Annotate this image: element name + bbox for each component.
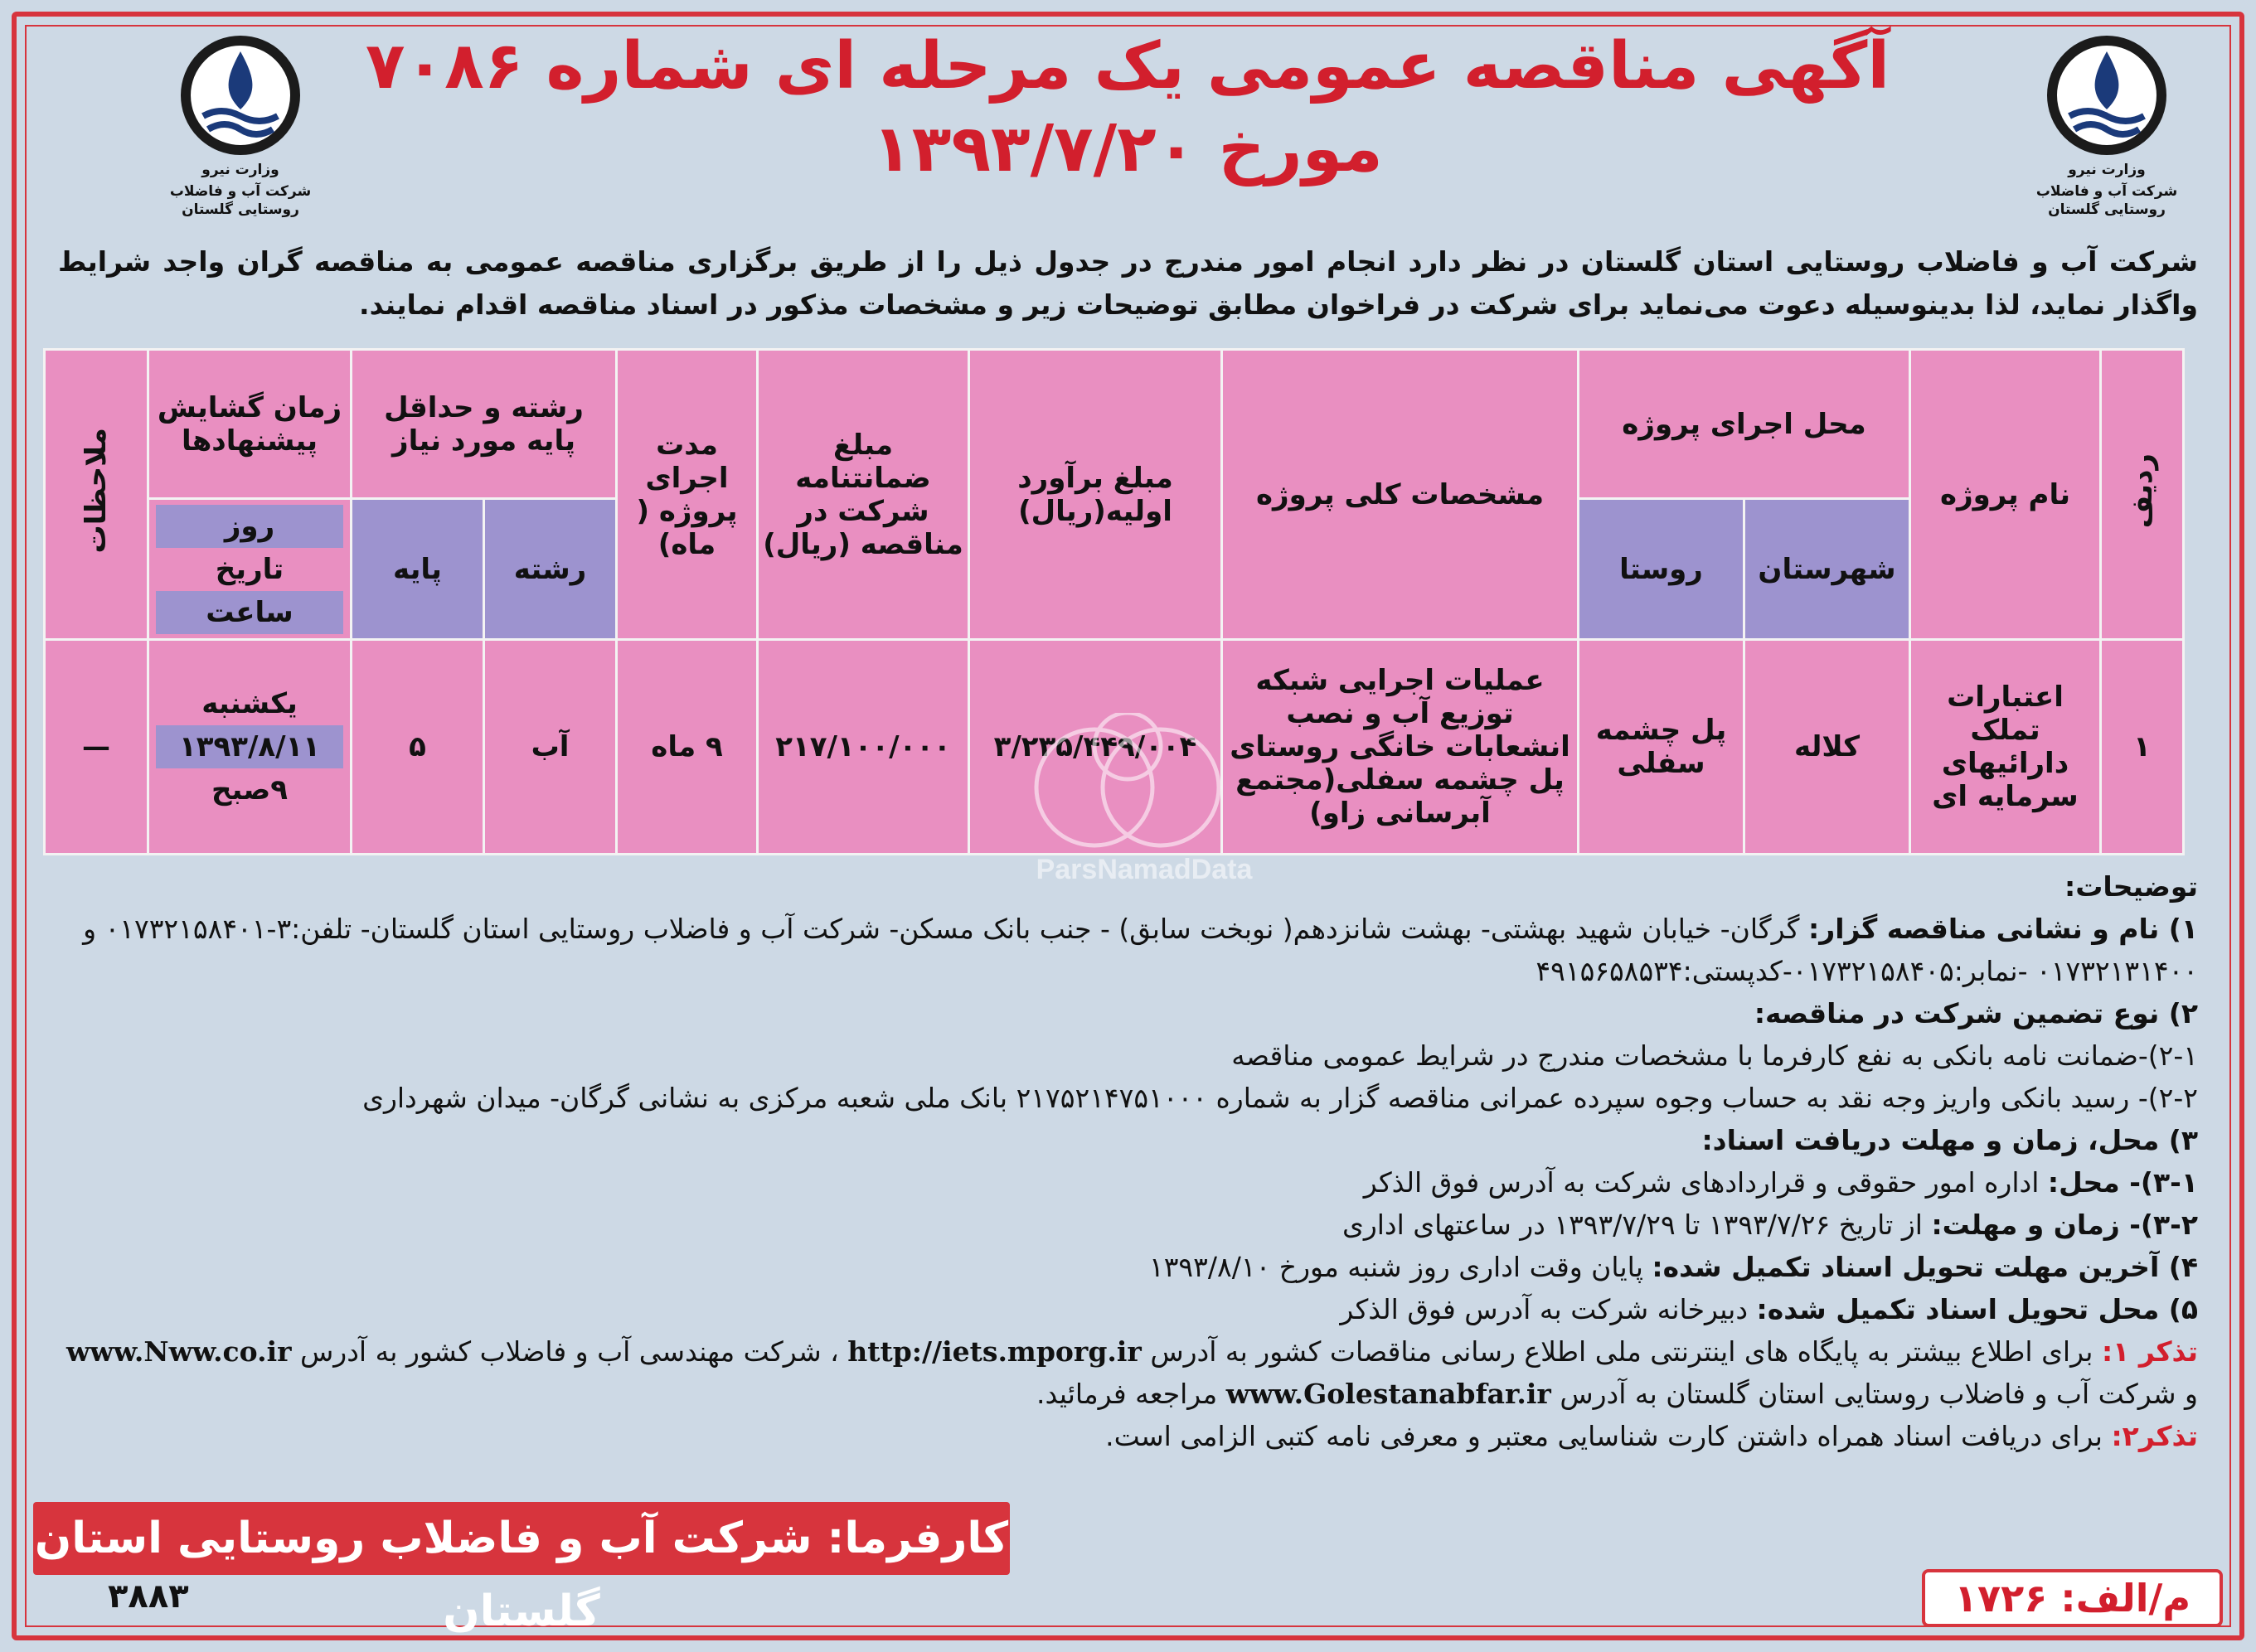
note-1: ۱) نام و نشانی مناقصه گزار: گرگان- خیابان شهید بهشتی- بهشت شانزدهم( نوبخت سابق) - جنب بانک مسکن- شرکت آب و فاضلاب روستایی استان گلستان- تلفن:۳-۰۱۷۳۲۱۵۸۴۰۱ و ۰۱۷۳۲۱۳۱۴۰۰ -نمابر:۰۱۷۳۲۱۵۸۴۰۵-کدپستی:۴۹۱۵۶۵۸۵۳۴ <box>83 913 2198 987</box>
note-3-1: ۳-۱)- محل: اداره امور حقوقی و قراردادهای شرکت به آدرس فوق الذکر <box>1363 1166 2198 1199</box>
link-nww[interactable]: www.Nww.co.ir <box>66 1335 292 1368</box>
logo-ministry-text: وزارت نیرو <box>2068 162 2146 178</box>
logo-company-text: شرکت آب و فاضلاب روستایی گلستان <box>169 183 312 218</box>
cell-opening <box>148 640 352 855</box>
notes-heading: توضیحات: <box>2064 870 2198 903</box>
water-company-logo-icon <box>178 33 303 157</box>
title-line-1: آگهی مناقصه عمومی یک مرحله ای شماره ۷۰۸۶ <box>365 29 1890 104</box>
header-day: روز <box>156 505 343 548</box>
note-5: ۵) محل تحویل اسناد تکمیل شده: دبیرخانه شرکت به آدرس فوق الذکر <box>1340 1293 2198 1325</box>
header-duration: مدت اجرای پروژه ( ماه) <box>617 350 758 640</box>
page-number: ۳۸۸۳ <box>108 1577 189 1616</box>
header-field: رشته <box>484 499 617 640</box>
cell-estimate: ۳/۲۳۵/۴۴۹/۰۰۴ <box>969 640 1222 855</box>
logo-ministry-text: وزارت نیرو <box>201 162 279 178</box>
header-remarks: ملاحظات <box>45 350 148 640</box>
intro-paragraph: شرکت آب و فاضلاب روستایی استان گلستان در نظر دارد انجام امور مندرج در جدول ذیل را از طریق برگزاری مناقصه عمومی به مناقصه گران واجد شرایط واگذار نماید، لذا بدینوسیله دعوت می‌نماید برای شرکت در فراخوان مطابق توضیحات زیر و مشخصات مذکور در اسناد مناقصه اقدام نمایند. <box>58 245 2198 321</box>
header-estimate: مبلغ برآورد اولیه(ریال) <box>969 350 1222 640</box>
cell-day: یکشنبه <box>201 687 298 720</box>
header-guarantee: مبلغ ضمانتنامه شرکت در مناقصه (ریال) <box>758 350 969 640</box>
header-grade: پایه <box>352 499 484 640</box>
note-3-2: ۳-۲)- زمان و مهلت: از تاریخ ۱۳۹۳/۷/۲۶ تا ۱۳۹۳/۷/۲۹ در ساعتهای اداری <box>1342 1209 2198 1241</box>
cell-specs: عملیات اجرایی شبکه توزیع آب و نصب انشعابات خانگی روستای پل چشمه سفلی(مجتمع آبرسانی زاو) <box>1222 640 1579 855</box>
cell-village: پل چشمه سفلی <box>1579 640 1744 855</box>
logo-right <box>2007 33 2206 224</box>
header-county: شهرستان <box>1744 499 1910 640</box>
cell-grade: ۵ <box>352 640 484 855</box>
reminder-1: تذکر ۱: برای اطلاع بیشتر به پایگاه های اینترنتی ملی اطلاع رسانی مناقصات کشور به آدرس http://iets.mporg.ir ، شرکت مهندسی آب و فاضلاب کشور به آدرس www.Nww.co.ir و شرکت آب و فاضلاب روستایی استان گلستان به آدرس www.Golestanabfar.ir مراجعه فرمائید. <box>66 1335 2198 1410</box>
note-3: ۳) محل، زمان و مهلت دریافت اسناد: <box>1701 1124 2198 1156</box>
reminder-2: تذکر۲: برای دریافت اسناد همراه داشتن کارت شناسایی معتبر و معرفی نامه کتبی الزامی است. <box>1105 1420 2198 1452</box>
cell-index: ۱ <box>2101 640 2184 855</box>
cell-duration: ۹ ماه <box>617 640 758 855</box>
watermark-text: ParsNamadData <box>1036 854 1253 885</box>
cell-remarks: — <box>45 640 148 855</box>
note-2-2: ۲-۲)- رسید بانکی واریز وجه نقد به حساب وجوه سپرده عمرانی مناقصه گزار به شماره ۲۱۷۵۲۱۴۷۵۱۰۰۰ بانک ملی شعبه مرکزی به نشانی گرگان- میدان شهرداری <box>362 1082 2198 1114</box>
page-title <box>332 25 1924 191</box>
note-2: ۲) نوع تضمین شرکت در مناقصه: <box>1754 997 2198 1029</box>
water-company-logo-icon <box>2045 33 2169 157</box>
header-row-index: ردیف <box>2101 350 2184 640</box>
header-date: تاریخ <box>215 552 284 586</box>
header-project-name: نام پروژه <box>1910 350 2101 640</box>
header-field-grade: رشته و حداقل پایه مورد نیاز <box>352 350 617 499</box>
cell-county: کلاله <box>1744 640 1910 855</box>
ad-code: م/الف: ۱۷۲۶ <box>1922 1569 2223 1627</box>
note-2-1: ۲-۱)-ضمانت نامه بانکی به نفع کارفرما با مشخصات مندرج در شرایط عمومی مناقصه <box>1231 1039 2198 1072</box>
header-hour: ساعت <box>156 591 343 634</box>
link-iets[interactable]: http://iets.mporg.ir <box>847 1335 1142 1368</box>
cell-project-name: اعتبارات تملک دارائیهای سرمایه ای <box>1910 640 2101 855</box>
notes-section <box>58 865 2198 1457</box>
header-village: روستا <box>1579 499 1744 640</box>
cell-guarantee: ۲۱۷/۱۰۰/۰۰۰ <box>758 640 969 855</box>
title-line-2: مورخ ۱۳۹۳/۷/۲۰ <box>872 112 1383 187</box>
header-opening: زمان گشایش پیشنهادها <box>148 350 352 499</box>
header-specs: مشخصات کلی پروژه <box>1222 350 1579 640</box>
employer-banner: کارفرما: شرکت آب و فاضلاب روستایی استان گلستان <box>33 1502 1010 1575</box>
header-opening-parts <box>148 499 352 640</box>
cell-hour: ۹صبح <box>211 773 288 807</box>
cell-field: آب <box>484 640 617 855</box>
logo-left <box>141 33 340 224</box>
header-location: محل اجرای پروژه <box>1579 350 1910 499</box>
logo-company-text: شرکت آب و فاضلاب روستایی گلستان <box>2035 183 2178 218</box>
cell-date: ۱۳۹۳/۸/۱۱ <box>156 725 343 768</box>
note-4: ۴) آخرین مهلت تحویل اسناد تکمیل شده: پایان وقت اداری روز شنبه مورخ ۱۳۹۳/۸/۱۰ <box>1148 1251 2198 1283</box>
link-golestanabfar[interactable]: www.Golestanabfar.ir <box>1225 1378 1551 1410</box>
